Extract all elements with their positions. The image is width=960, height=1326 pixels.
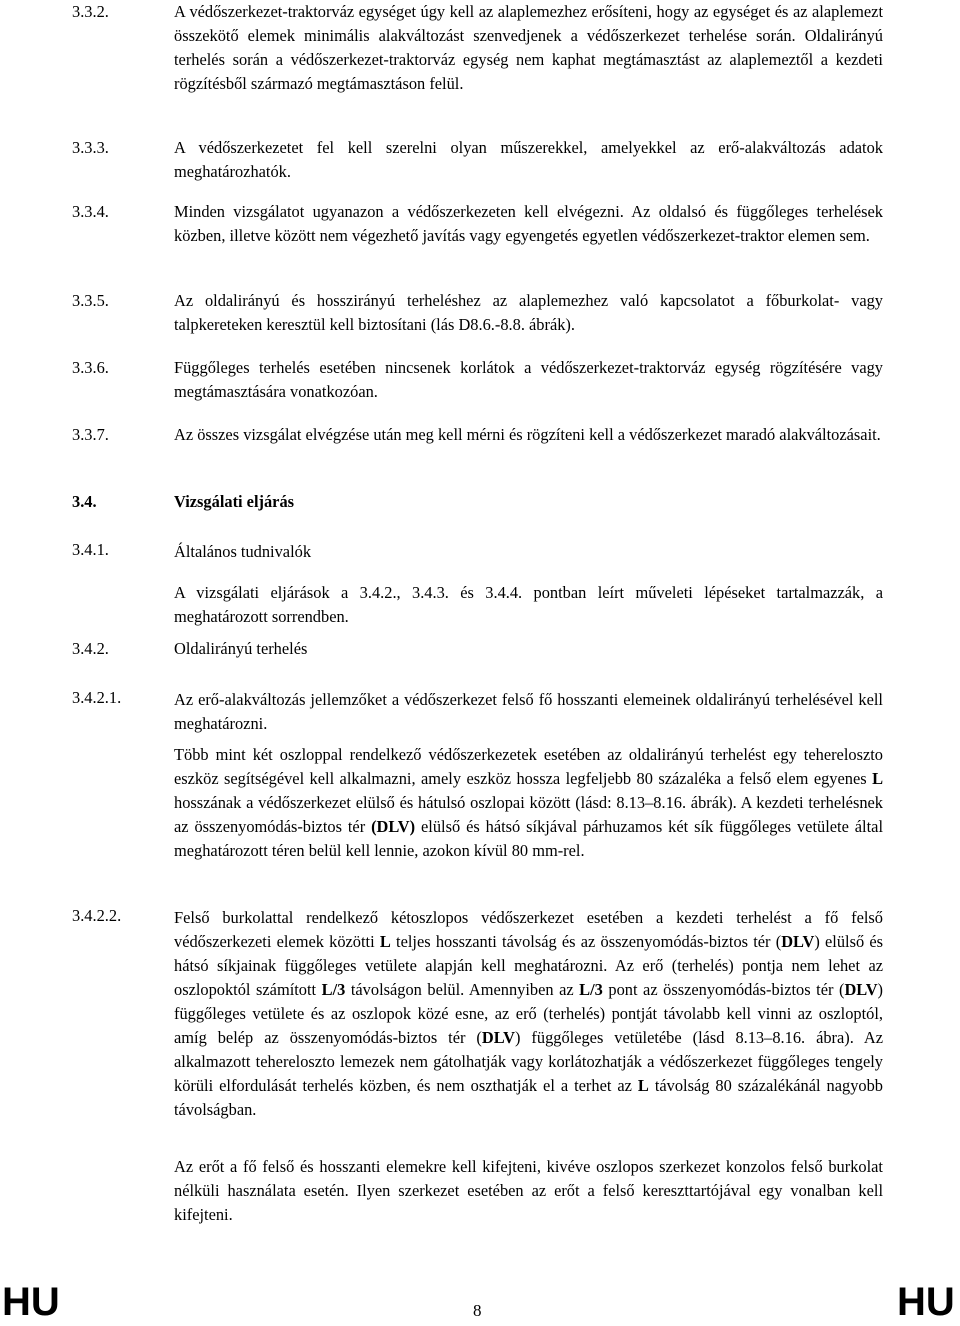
bold-term: DLV (844, 980, 878, 999)
section-number: 3.3.4. (72, 202, 109, 221)
heading-title: Vizsgálati eljárás (174, 492, 295, 511)
subsection-text: A vizsgálati eljárások a 3.4.2., 3.4.3. és 3.4.4. pontban leírt műveleti lépéseket tartalmazzák, a meghatározott sorrendben. (174, 583, 883, 626)
section-text: A védőszerkezetet fel kell szerelni olyan műszerekkel, amelyekkel az erő-alakváltozás adatok meghatározhatók. (174, 138, 883, 181)
section-text: Függőleges terhelés esetében nincsenek korlátok a védőszerkezet-traktorváz egység rögzítésére vagy megtámasztására vonatkozóan. (174, 358, 883, 401)
bold-term: DLV (481, 1028, 515, 1047)
section-number: 3.3.7. (72, 425, 109, 444)
bold-term: DLV (781, 932, 815, 951)
subsection-text: Az erő-alakváltozás jellemzőket a védőszerkezet felső fő hosszanti elemeinek oldalirányú terhelésével kell meghatározni. (174, 690, 883, 733)
section-number: 3.3.3. (72, 138, 109, 157)
section-text: Az oldalirányú és hosszirányú terheléshez az alaplemezhez való kapcsolatot a főburkolat- vagy talpkereteken keresztül kell biztosítani (lás D8.6.-8.8. ábrák). (174, 291, 883, 334)
subsection-number: 3.4.2.2. (72, 906, 122, 925)
subsection-title: Általános tudnivalók (174, 542, 312, 561)
section-text: A védőszerkezet-traktorváz egységet úgy kell az alaplemezhez erősíteni, hogy az egységet és az alaplemezt összekötő elemek minimális alakváltozást szenvedjenek a védőszerkezet terhelése során. Oldalirányú terhelés során a védőszerkezet-traktorváz egység nem kaphat megtámasztást az alaplemeztől a kezdeti rögzítésből származó megtámasztáson felül. (174, 2, 883, 93)
subsection-number: 3.4.2.1. (72, 688, 122, 707)
subsection-number: 3.4.1. (72, 540, 109, 559)
bold-term: L/3 (321, 980, 346, 999)
subsection-number: 3.4.2. (72, 639, 109, 658)
footer-language-mark-right: HU (897, 1280, 955, 1324)
section-number: 3.3.5. (72, 291, 109, 310)
section-number: 3.3.6. (72, 358, 109, 377)
section-text: Minden vizsgálatot ugyanazon a védőszerkezeten kell elvégezni. Az oldalsó és függőleges terhelések közben, illetve között nem végezhető javítás vagy egyengetés egyetlen védőszerkezet-traktor elemen sem. (174, 202, 883, 245)
page-number: 8 (473, 1301, 482, 1320)
section-number: 3.3.2. (72, 2, 109, 21)
bold-term: L/3 (579, 980, 603, 999)
section-text: Az összes vizsgálat elvégzése után meg kell mérni és rögzíteni kell a védőszerkezet maradó alakváltozásait. (174, 425, 881, 444)
footer-language-mark-left: HU (2, 1280, 60, 1324)
heading-number: 3.4. (72, 492, 97, 511)
bold-term: L (637, 1076, 649, 1095)
bold-term: L (872, 769, 883, 788)
subsection-title: Oldalirányú terhelés (174, 639, 308, 658)
subsection-text: Több mint két oszloppal rendelkező védőszerkezetek esetében az oldalirányú terhelést egy tehereloszto eszköz segítségével kell alkalmazni, amely eszköz hossza legfeljebb 80 százaléka a felső elem egyenes L hosszának a védőszerkezet elülső és hátulsó oszlopai között (lásd: 8.13–8.16. ábrák). A kezdeti terhelésnek az összenyomódás-biztos tér (DLV) elülső és hátsó síkjával párhuzamos két sík függőleges vetülete által meghatározott téren belül kell lennie, azokon kívül 80 mm-rel. (174, 745, 883, 860)
bold-term: (DLV) (371, 817, 416, 836)
subsection-text: Felső burkolattal rendelkező kétoszlopos védőszerkezet esetében a kezdeti terhelést a fő felső védőszerkezeti elemek közötti L teljes hosszanti távolság és az összenyomódás-biztos tér (DLV) elülső és hátsó síkjainak függőleges vetülete alapján kell meghatározni. Az erő (terhelés) pontja nem lehet az oszlopoktól számított L/3 távolságon belül. Amennyiben az L/3 pont az összenyomódás-biztos tér (DLV) függőleges vetülete és az oszlopok közé esne, az erő (terhelés) pontját távolabb kell vinni az oszloptól, amíg belép az összenyomódás-biztos tér (DLV) függőleges vetületébe (lásd 8.13–8.16. ábra). Az alkalmazott tehereloszto lemezek nem gátolhatják vagy korlátozhatják a védőszerkezet függőleges tengely körüli elfordulását terhelés közben, és nem oszthatják el a terhet az L távolság 80 százalékánál nagyobb távolságban. (174, 908, 884, 1119)
bold-term: L (379, 932, 391, 951)
subsection-text: Az erőt a fő felső és hosszanti elemekre kell kifejteni, kivéve oszlopos szerkezet konzolos felső burkolat nélküli használata esetén. Ilyen szerkezet esetében az erőt a felső kereszttartójával egy vonalban kell kifejteni. (174, 1157, 883, 1224)
